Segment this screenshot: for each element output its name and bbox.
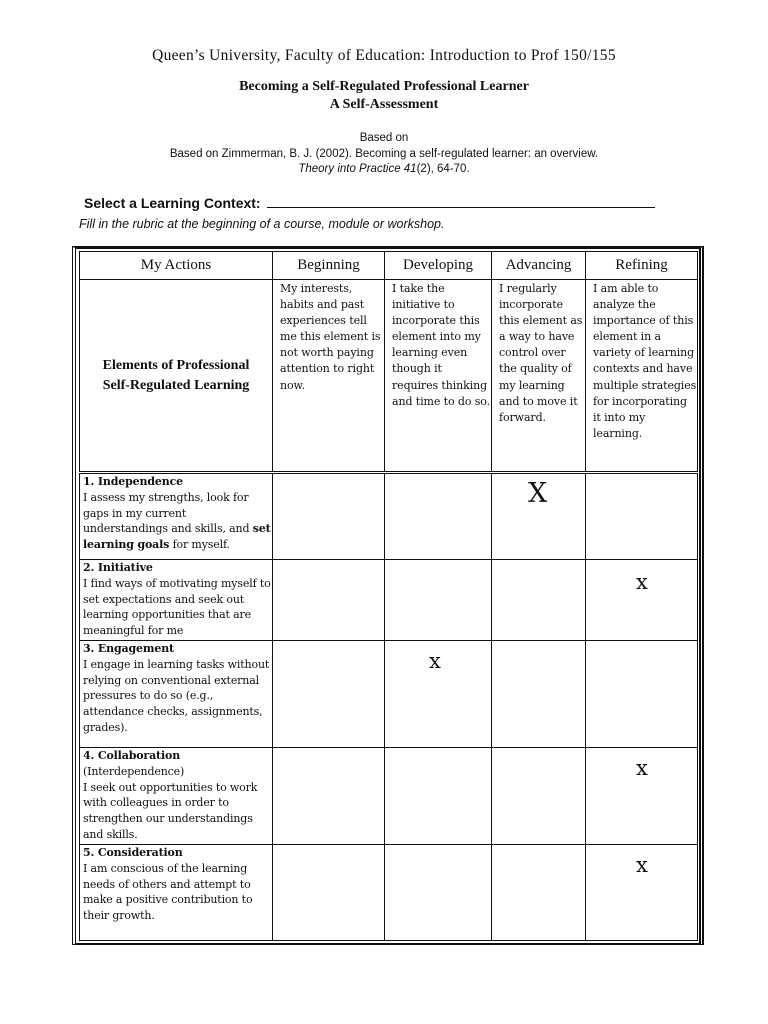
column-header-beginning: Beginning [273,252,385,280]
rating-cell-advancing[interactable] [492,641,586,748]
description-developing: I take the initiative to incorporate this element into my learning even though it requires thinking and time to do so. [385,280,492,473]
rating-cell-beginning[interactable] [273,641,385,748]
rating-cell-refining[interactable] [586,560,698,641]
column-header-developing: Developing [385,252,492,280]
table-row [80,748,698,845]
description-advancing: I regularly incorporate this element as a way to have control over the quality of my learning and to move it forward. [492,280,586,473]
elements-heading-line1: Elements of Professional [102,357,250,373]
criterion-text: I am conscious of the learning needs of others and attempt to make a positive contribution to their growth. [83,861,253,923]
criterion-title: 1. Independence [83,475,183,488]
rating-cell-advancing[interactable] [492,560,586,641]
criterion-subtitle: (Interdependence) [83,764,185,778]
criterion-collaboration [80,748,273,845]
instructions: Fill in the rubric at the beginning of a course, module or workshop. [79,217,445,231]
rating-cell-refining[interactable] [586,473,698,560]
criterion-text: I seek out opportunities to work with colleagues in order to strengthen our understandings and skills. [83,780,258,841]
rating-cell-beginning[interactable] [273,845,385,941]
criterion-text-end: for myself. [169,538,230,552]
criterion-text: I engage in learning tasks without relying on conventional external pressures to do so (e.g., attendance checks, assignments, grades). [83,657,270,734]
rating-cell-beginning[interactable] [273,560,385,641]
institution-line: Queen’s University, Faculty of Education: Introduction to Prof 150/155 [152,47,616,64]
elements-heading [80,280,273,473]
criterion-text-bold: set learning goals [83,522,271,552]
rating-cell-developing[interactable] [385,845,492,941]
rating-cell-advancing[interactable] [492,748,586,845]
based-on-label: Based on [359,132,409,144]
rating-cell-developing[interactable] [385,473,492,560]
rubric-header-row [80,252,698,280]
criterion-text: I assess my strengths, look for gaps in my current understandings and skills, and [83,490,253,536]
rating-cell-advancing[interactable] [492,845,586,941]
criterion-initiative [80,560,273,641]
selected-mark: X [528,478,548,509]
selected-mark: x [636,570,648,594]
level-description-row [80,280,698,473]
rating-cell-developing[interactable] [385,560,492,641]
criterion-independence [80,473,273,560]
citation-journal: Theory into Practice 41 [298,163,417,175]
rubric-table [79,251,698,941]
citation-journal-line [0,163,768,175]
rating-cell-advancing[interactable] [492,473,586,560]
rating-cell-developing[interactable] [385,641,492,748]
rating-cell-refining[interactable] [586,845,698,941]
criterion-text: I find ways of motivating myself to set expectations and seek out learning opportunities that are meaningful for me [83,576,271,638]
table-row [80,560,698,641]
selected-mark: x [636,756,648,780]
selected-mark: x [429,649,441,673]
rating-cell-beginning[interactable] [273,748,385,845]
column-header-refining: Refining [586,252,698,280]
table-row [80,641,698,748]
description-beginning: My interests, habits and past experiences tell me this element is not worth paying attention to right now. [273,280,385,473]
criterion-engagement [80,641,273,748]
criterion-title: 4. Collaboration [83,749,181,762]
document-subtitle: A Self-Assessment [329,97,439,112]
column-header-advancing: Advancing [492,252,586,280]
rating-cell-developing[interactable] [385,748,492,845]
criterion-title: 3. Engagement [83,642,174,655]
learning-context-blank[interactable] [267,194,655,208]
column-header-my-actions: My Actions [80,252,273,280]
learning-context-label: Select a Learning Context: [84,195,261,211]
selected-mark: x [636,853,648,877]
learning-context-field [84,194,655,211]
description-refining: I am able to analyze the importance of this element in a variety of learning contexts and have multiple strategies for incorporating it into my learning. [586,280,698,473]
criterion-title: 2. Initiative [83,561,153,574]
elements-heading-line2: Self-Regulated Learning [102,377,250,393]
citation-issue: (2), 64-70. [416,163,470,175]
table-row [80,845,698,941]
citation-line: Based on Zimmerman, B. J. (2002). Becoming a self-regulated learner: an overview. [169,148,599,160]
document-title: Becoming a Self-Regulated Professional Learner [239,79,529,94]
rating-cell-refining[interactable] [586,748,698,845]
rating-cell-beginning[interactable] [273,473,385,560]
table-row [80,473,698,560]
criterion-consideration [80,845,273,941]
rating-cell-refining[interactable] [586,641,698,748]
criterion-title: 5. Consideration [83,846,183,859]
